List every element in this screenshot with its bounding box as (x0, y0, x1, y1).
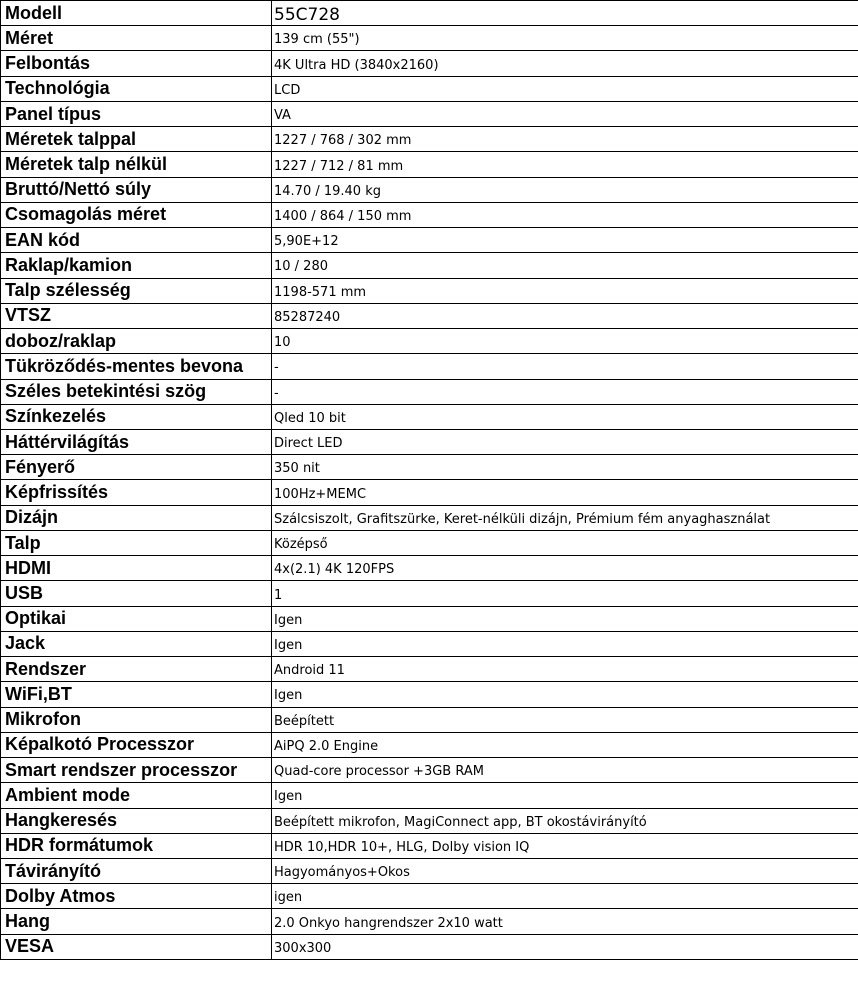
table-row (1, 657, 858, 682)
table-row (1, 858, 858, 883)
table-row (1, 152, 858, 177)
table-row (1, 303, 858, 328)
table-row (1, 26, 858, 51)
spec-label: EAN kód (1, 228, 272, 253)
spec-label: Optikai (1, 606, 272, 631)
table-row (1, 51, 858, 76)
spec-label: Csomagolás méret (1, 202, 272, 227)
spec-value: Beépített (272, 707, 858, 732)
spec-label: Dolby Atmos (1, 884, 272, 909)
spec-value: Középső (272, 530, 858, 555)
spec-value: Igen (272, 631, 858, 656)
spec-value: LCD (272, 76, 858, 101)
spec-label: VESA (1, 934, 272, 959)
spec-label: Széles betekintési szög (1, 379, 272, 404)
table-row (1, 556, 858, 581)
table-row (1, 127, 858, 152)
spec-label: Képalkotó Processzor (1, 732, 272, 757)
table-row (1, 329, 858, 354)
spec-value: 55C728 (272, 1, 858, 26)
spec-value: Igen (272, 606, 858, 631)
table-row (1, 606, 858, 631)
table-row (1, 530, 858, 555)
spec-label: doboz/raklap (1, 329, 272, 354)
table-row (1, 732, 858, 757)
spec-label: Fényerő (1, 455, 272, 480)
table-row (1, 934, 858, 959)
spec-label: HDMI (1, 556, 272, 581)
spec-label: Talp szélesség (1, 278, 272, 303)
spec-label: Színkezelés (1, 404, 272, 429)
table-row (1, 808, 858, 833)
spec-label: Tükröződés-mentes bevona (1, 354, 272, 379)
spec-value: AiPQ 2.0 Engine (272, 732, 858, 757)
spec-value: 300x300 (272, 934, 858, 959)
table-row (1, 253, 858, 278)
spec-value: igen (272, 884, 858, 909)
table-row (1, 379, 858, 404)
spec-label: Bruttó/Nettó súly (1, 177, 272, 202)
spec-label: USB (1, 581, 272, 606)
table-row (1, 404, 858, 429)
table-row (1, 278, 858, 303)
spec-value: Szálcsiszolt, Grafitszürke, Keret-nélküli dizájn, Prémium fém anyaghasználat (272, 505, 858, 530)
table-row (1, 758, 858, 783)
table-row (1, 455, 858, 480)
spec-value: 1 (272, 581, 858, 606)
spec-value: 1400 / 864 / 150 mm (272, 202, 858, 227)
table-row (1, 783, 858, 808)
spec-value: 4x(2.1) 4K 120FPS (272, 556, 858, 581)
table-row (1, 202, 858, 227)
spec-value: Android 11 (272, 657, 858, 682)
table-row (1, 354, 858, 379)
spec-value: - (272, 354, 858, 379)
table-row (1, 833, 858, 858)
spec-value: Quad-core processor +3GB RAM (272, 758, 858, 783)
spec-label: Raklap/kamion (1, 253, 272, 278)
table-row (1, 505, 858, 530)
spec-value: Direct LED (272, 429, 858, 454)
spec-value: 100Hz+MEMC (272, 480, 858, 505)
spec-label: Ambient mode (1, 783, 272, 808)
table-row (1, 177, 858, 202)
spec-label: Méretek talp nélkül (1, 152, 272, 177)
spec-value: 1227 / 712 / 81 mm (272, 152, 858, 177)
spec-value: Igen (272, 783, 858, 808)
spec-label: Rendszer (1, 657, 272, 682)
table-row (1, 631, 858, 656)
spec-value: 2.0 Onkyo hangrendszer 2x10 watt (272, 909, 858, 934)
spec-value: - (272, 379, 858, 404)
table-row (1, 228, 858, 253)
table-row (1, 429, 858, 454)
spec-value: 1198-571 mm (272, 278, 858, 303)
spec-value: 139 cm (55") (272, 26, 858, 51)
spec-value: 14.70 / 19.40 kg (272, 177, 858, 202)
spec-label: Modell (1, 1, 272, 26)
spec-value: 10 / 280 (272, 253, 858, 278)
spec-label: Hangkeresés (1, 808, 272, 833)
spec-value: 1227 / 768 / 302 mm (272, 127, 858, 152)
spec-label: Mikrofon (1, 707, 272, 732)
table-row (1, 682, 858, 707)
table-row (1, 480, 858, 505)
spec-value: Qled 10 bit (272, 404, 858, 429)
spec-label: Smart rendszer processzor (1, 758, 272, 783)
spec-value: Beépített mikrofon, MagiConnect app, BT okostávirányító (272, 808, 858, 833)
spec-label: HDR formátumok (1, 833, 272, 858)
spec-label: Távirányító (1, 858, 272, 883)
spec-value: HDR 10,HDR 10+, HLG, Dolby vision IQ (272, 833, 858, 858)
table-row (1, 581, 858, 606)
spec-label: VTSZ (1, 303, 272, 328)
spec-label: Talp (1, 530, 272, 555)
spec-value: 350 nit (272, 455, 858, 480)
table-row (1, 101, 858, 126)
table-row (1, 707, 858, 732)
spec-value: VA (272, 101, 858, 126)
spec-value: Igen (272, 682, 858, 707)
spec-label: Hang (1, 909, 272, 934)
spec-label: Dizájn (1, 505, 272, 530)
spec-value: 5,90E+12 (272, 228, 858, 253)
spec-label: WiFi,BT (1, 682, 272, 707)
spec-label: Háttérvilágítás (1, 429, 272, 454)
table-row (1, 1, 858, 26)
table-row (1, 909, 858, 934)
spec-label: Méretek talppal (1, 127, 272, 152)
spec-table-body (1, 1, 858, 960)
spec-label: Méret (1, 26, 272, 51)
spec-label: Képfrissítés (1, 480, 272, 505)
spec-value: 4K Ultra HD (3840x2160) (272, 51, 858, 76)
spec-label: Technológia (1, 76, 272, 101)
table-row (1, 76, 858, 101)
spec-value: 10 (272, 329, 858, 354)
spec-label: Jack (1, 631, 272, 656)
spec-value: 85287240 (272, 303, 858, 328)
spec-value: Hagyományos+Okos (272, 858, 858, 883)
spec-label: Felbontás (1, 51, 272, 76)
table-row (1, 884, 858, 909)
spec-label: Panel típus (1, 101, 272, 126)
